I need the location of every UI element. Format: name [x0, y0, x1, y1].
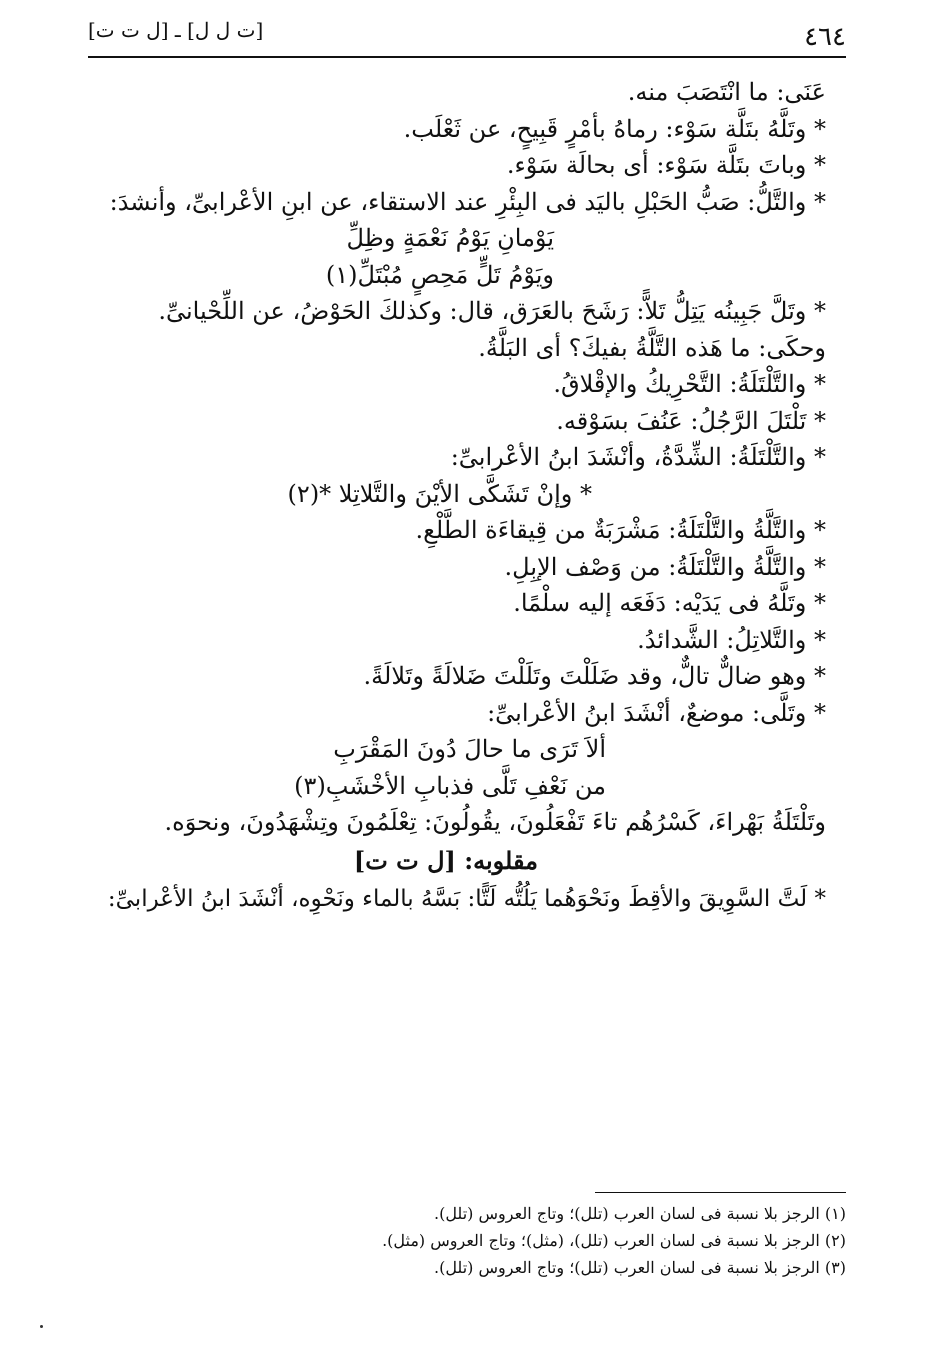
text-line: * وهو ضالٌّ تالٌّ، وقد ضَلَلْتَ وتَلَلْتَ ضَلالَةً وتَلالَةً.	[363, 662, 826, 690]
text-line: * والتَّلْتَلَةُ: التَّحْرِيكُ والإقْلاقُ.	[553, 370, 826, 398]
footnote: (٢) الرجز بلا نسبة فى لسان العرب (تلل)، (مثل)؛ وتاج العروس (مثل).	[382, 1231, 846, 1250]
verse-line: ويَوْمُ تَلٍّ مَحِصٍ مُبْتَلِّ(١)	[325, 260, 554, 289]
footnotes	[300, 1200, 846, 1281]
section-heading: مقلوبه: [ل ت ت]	[353, 845, 538, 875]
verse-line: من نَعْفِ تَلَّى فذبابِ الأخْشَبِ(٣)	[294, 771, 606, 800]
text-line: * وتَلَّى: موضعٌ، أنْشَدَ ابنُ الأعْرابىِّ:	[487, 698, 826, 727]
header-root-bracket: [ت ل ل] ـ [ل ت ت]	[88, 18, 264, 42]
text-line: وحكَى: ما هَذه التَّلَّةُ بفيكَ؟ أى البَلَّةُ.	[478, 333, 826, 362]
text-line: * وباتَ بتَلَّة سَوْء: أى بحالَة سَوْء.	[506, 151, 826, 179]
verse-line: يَوْمانِ يَوْمُ نَعْمَةٍ وظِلِّ	[346, 224, 554, 252]
text-line: * وتَلَّ جَبِينُه يَتِلُّ تَلاًّ: رَشَحَ بالعَرَق، قال: وكذلكَ الحَوْضُ، عن اللِّحْيانىِّ.	[158, 297, 826, 325]
text-line: * تَلْتَلَ الرَّجُلُ: عَنُفَ بسَوْقه.	[556, 406, 826, 435]
verse-line: * وإنْ تَشَكَّى الأيْنَ والتَّلاتِلا *(٢)	[287, 479, 592, 508]
text-line: * والتَّلُّ: صَبُّ الحَبْلِ باليَد فى البِئْرِ عند الاستقاء، عن ابنِ الأعْرابىِّ، وأنشدَ:	[109, 187, 826, 216]
verse-line: ألاَ تَرَى ما حالَ دُونَ المَقْرَبِ	[333, 735, 606, 763]
text-line: عَنَى: ما انْتَصَبَ منه.	[627, 78, 826, 106]
text-line: * وتَلَّهُ بتَلَّة سَوْء: رماهُ بأمْرٍ قَبِيحٍ، عن ثَعْلَب.	[403, 114, 826, 143]
text-line: * والتَّلاتِلُ: الشَّدائدُ.	[637, 625, 826, 654]
footnote: (٣) الرجز بلا نسبة فى لسان العرب (تلل)؛ وتاج العروس (تلل).	[433, 1258, 846, 1277]
text-line: * وتَلَّهُ فى يَدَيْه: دَفَعَه إليه سلْمًا.	[513, 589, 826, 617]
header-rule	[88, 56, 846, 58]
page-number: ٤٦٤	[804, 22, 846, 52]
text-line: * والتَّلْتَلَةُ: الشِّدَّةُ، وأنْشَدَ ابنُ الأعْرابىِّ:	[450, 443, 826, 471]
text-line: * والتَّلَّةُ والتَّلْتَلَةُ: مَشْرَبَةٌ من قِيقاءَة الطَّلْعِ.	[415, 516, 826, 544]
footnote: (١) الرجز بلا نسبة فى لسان العرب (تلل)؛ وتاج العروس (تلل).	[433, 1204, 846, 1223]
text-line: * لَتَّ السَّوِيقَ والأقِطَ ونَحْوَهُما يَلُتُّه لَتًّا: بَسَّهُ بالماء ونَحْوِه، أنْشَدَ ابنُ الأعْرابىِّ:	[107, 885, 826, 912]
main-text	[100, 74, 826, 917]
text-line: وتَلْتَلَةُ بَهْراءَ، كَسْرُهُم تاءَ تَفْعَلُونَ، يقُولُونَ: تِعْلَمُونَ وتِشْهَدُونَ، ونحوَه.	[164, 808, 826, 836]
running-header	[88, 14, 846, 52]
footnote-rule	[595, 1192, 846, 1193]
margin-mark	[40, 1325, 43, 1328]
text-line: * والتَّلَّةُ والتَّلْتَلَةُ: من وَصْف الإبِلِ.	[504, 552, 826, 581]
